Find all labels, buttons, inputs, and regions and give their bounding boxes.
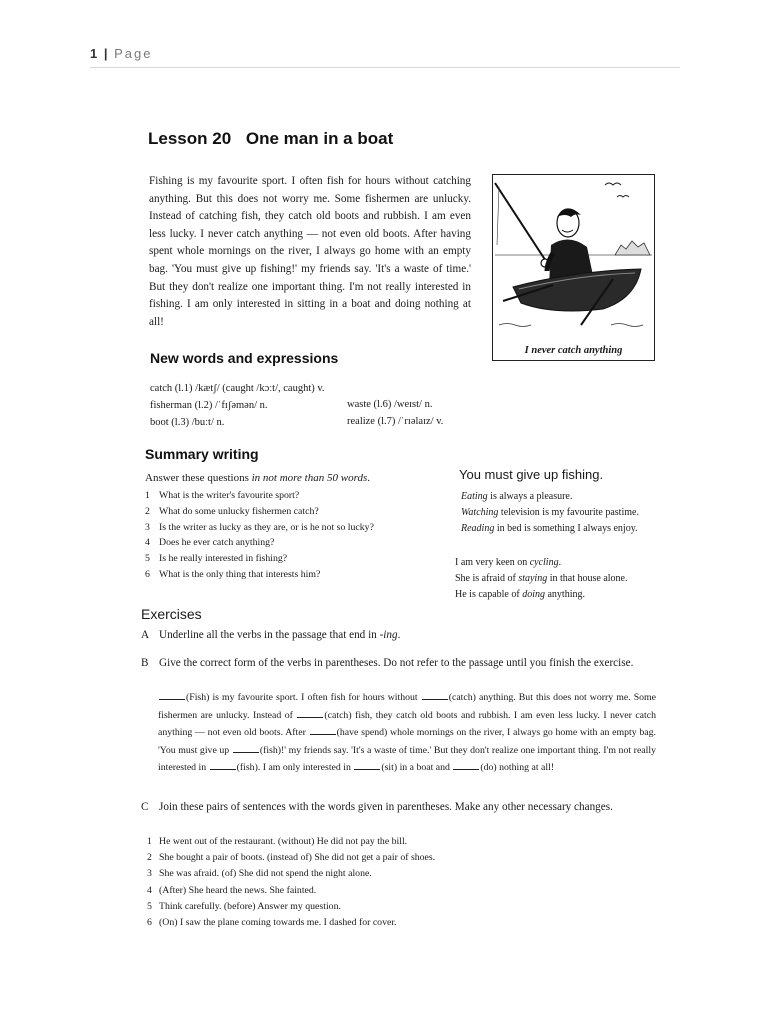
sentence-item <box>147 915 435 931</box>
exercise-letter: A <box>141 629 150 641</box>
man-fishing-in-boat-illustration <box>493 175 654 340</box>
fill-segment: (catch) anything. But this does not worry me. Some fishermen are unlucky. Instead of <box>158 692 657 721</box>
answer-blank[interactable] <box>354 760 380 770</box>
exercise-letter: C <box>141 801 149 813</box>
instruction-text: Answer these questions <box>145 472 252 484</box>
answer-blank[interactable] <box>233 743 259 753</box>
fill-segment: (do) nothing at all! <box>480 762 555 773</box>
fill-segment: (sit) in a boat and <box>381 762 450 773</box>
vocab-item: waste (l.6) /weɪst/ n. <box>347 399 433 410</box>
grammar-box-title: You must give up fishing. <box>459 467 604 482</box>
summary-heading: Summary writing <box>145 446 259 462</box>
sentence-number: 2 <box>147 852 152 864</box>
example-pre: She is afraid of <box>455 572 519 584</box>
sentence-number: 3 <box>147 868 152 880</box>
fill-segment: (fish). I am only interested in <box>236 762 351 773</box>
question-text: Is the writer as lucky as they are, or is he not so lucky? <box>159 521 374 533</box>
question-number: 6 <box>145 568 150 580</box>
example-gerund: doing <box>522 588 545 600</box>
question-number: 4 <box>145 537 150 549</box>
question-item <box>145 488 374 504</box>
exercise-text: Give the correct form of the verbs in parentheses. Do not refer to the passage until you finish the exercise. <box>159 657 634 669</box>
exercises-heading: Exercises <box>141 606 202 622</box>
example-post: anything. <box>544 588 585 600</box>
exercise-text: Join these pairs of sentences with the words given in parentheses. Make any other necessary changes. <box>159 801 613 813</box>
example-line <box>461 505 639 521</box>
sentence-item <box>147 883 435 899</box>
sentence-text: Think carefully. (before) Answer my question. <box>159 900 341 912</box>
question-item <box>145 535 374 551</box>
cartoon-frame <box>492 174 655 361</box>
gerund-subject-examples <box>461 489 639 536</box>
example-rest: in bed is something I always enjoy. <box>494 522 638 534</box>
sentence-number: 5 <box>147 900 152 912</box>
question-number: 1 <box>145 490 150 501</box>
fill-segment: (Fish) is my favourite sport. I often fish for hours without <box>186 692 418 703</box>
answer-blank[interactable] <box>310 725 336 735</box>
exercise-b <box>141 657 633 669</box>
answer-blank[interactable] <box>453 760 479 770</box>
answer-blank[interactable] <box>210 760 236 770</box>
new-words-heading: New words and expressions <box>150 350 339 366</box>
sentence-text: She was afraid. (of) She did not spend the night alone. <box>159 868 372 880</box>
summary-instruction <box>145 472 370 484</box>
sentence-text: He went out of the restaurant. (without) He did not pay the bill. <box>159 836 408 847</box>
example-line <box>461 521 639 537</box>
sentence-number: 1 <box>147 836 152 847</box>
example-rest: is always a pleasure. <box>487 491 573 502</box>
example-gerund: Eating <box>461 491 488 502</box>
reading-passage: Fishing is my favourite sport. I often fish for hours without catching anything. But this does not worry me. Some fishermen are unlucky. Instead of catching fish, they catch old boots and rubbish. I am even less lucky. I never catch anything — not even old boots. After having spent whole mornings on the river, I always go home with an empty bag. 'You must give up fishing!' my friends say. 'It's a waste of time.' But they don't realize one important thing. I'm not really interested in fishing. I am only interested in sitting in a boat and doing nothing at all! <box>149 175 471 328</box>
page-header <box>90 46 680 68</box>
example-line <box>455 571 627 587</box>
vocab-list-left <box>150 380 325 431</box>
page-word: Page <box>114 46 153 61</box>
vocab-item: boot (l.3) /buːt/ n. <box>150 417 225 428</box>
question-text: What is the only thing that interests him? <box>159 568 321 580</box>
example-rest: television is my favourite pastime. <box>498 506 639 518</box>
instruction-end: . <box>367 472 370 484</box>
lesson-name: One man in a boat <box>245 129 394 148</box>
instruction-emphasis: in not more than 50 words <box>251 472 368 484</box>
vocab-list-right <box>347 396 443 430</box>
sentence-item <box>147 866 435 882</box>
example-gerund: cycling <box>529 557 559 568</box>
example-pre: I am very keen on <box>455 557 530 568</box>
question-number: 5 <box>145 553 150 565</box>
question-item <box>145 504 374 520</box>
question-text: What do some unlucky fishermen catch? <box>159 505 319 517</box>
example-line <box>455 587 627 603</box>
example-gerund: staying <box>518 572 548 584</box>
sentence-item <box>147 834 435 850</box>
example-pre: He is capable of <box>455 588 523 600</box>
sentence-text: (After) She heard the news. She fainted. <box>159 884 317 896</box>
gerund-preposition-examples <box>455 555 627 602</box>
exercise-emphasis: -ing <box>379 629 398 641</box>
question-text: What is the writer's favourite sport? <box>159 490 300 501</box>
fill-segment: (fish)!' my friends say. 'It's a waste of time.' But they don't realize one important thing. I'm not really interested in <box>158 744 656 773</box>
question-text: Does he ever catch anything? <box>159 537 275 549</box>
question-number: 3 <box>145 521 150 533</box>
lesson-title <box>148 129 393 149</box>
sentence-text: (On) I saw the plane coming towards me. I dashed for cover. <box>159 917 397 929</box>
fill-in-passage <box>158 689 656 777</box>
exercise-a <box>141 629 400 641</box>
question-number: 2 <box>145 505 150 517</box>
answer-blank[interactable] <box>422 690 448 700</box>
exercise-text: Underline all the verbs in the passage that end in <box>159 629 380 641</box>
vocab-item: realize (l.7) /ˈrɪəlaɪz/ v. <box>347 416 444 427</box>
question-text: Is he really interested in fishing? <box>159 553 288 565</box>
sentence-item <box>147 850 435 866</box>
page-number: 1 <box>90 46 98 61</box>
cartoon-caption: I never catch anything <box>524 345 623 356</box>
fill-segment: (have spend) whole mornings on the river, I always go home with an empty bag. 'You must give up <box>158 727 656 756</box>
example-line <box>455 555 627 571</box>
question-item <box>145 520 374 536</box>
answer-blank[interactable] <box>297 708 323 718</box>
fill-segment: (catch) fish, they catch old boots and rubbish. I am even less lucky. I never catch anything — not even old boots. After <box>158 709 656 738</box>
vocab-item: fisherman (l.2) /ˈfɪʃəmən/ n. <box>150 400 268 411</box>
sentence-number: 4 <box>147 884 152 896</box>
sentence-number: 6 <box>147 917 152 929</box>
header-separator: | <box>103 46 108 61</box>
exercise-letter: B <box>141 657 149 669</box>
vocab-item: catch (l.1) /kætʃ/ (caught /kɔːt/, caught) v. <box>150 383 325 394</box>
example-gerund: Watching <box>461 506 499 518</box>
exercise-end: . <box>397 629 401 641</box>
question-item <box>145 567 374 583</box>
answer-blank[interactable] <box>159 690 185 700</box>
example-line <box>461 489 639 505</box>
example-post: in that house alone. <box>547 572 628 584</box>
example-post: . <box>558 557 562 568</box>
sentence-text: She bought a pair of boots. (instead of) She did not get a pair of shoes. <box>159 852 436 864</box>
exercise-c <box>141 801 613 813</box>
summary-questions <box>145 488 374 583</box>
lesson-number: Lesson 20 <box>148 129 232 148</box>
sentence-item <box>147 899 435 915</box>
sentence-pairs <box>147 834 435 931</box>
example-gerund: Reading <box>461 522 495 534</box>
question-item <box>145 551 374 567</box>
